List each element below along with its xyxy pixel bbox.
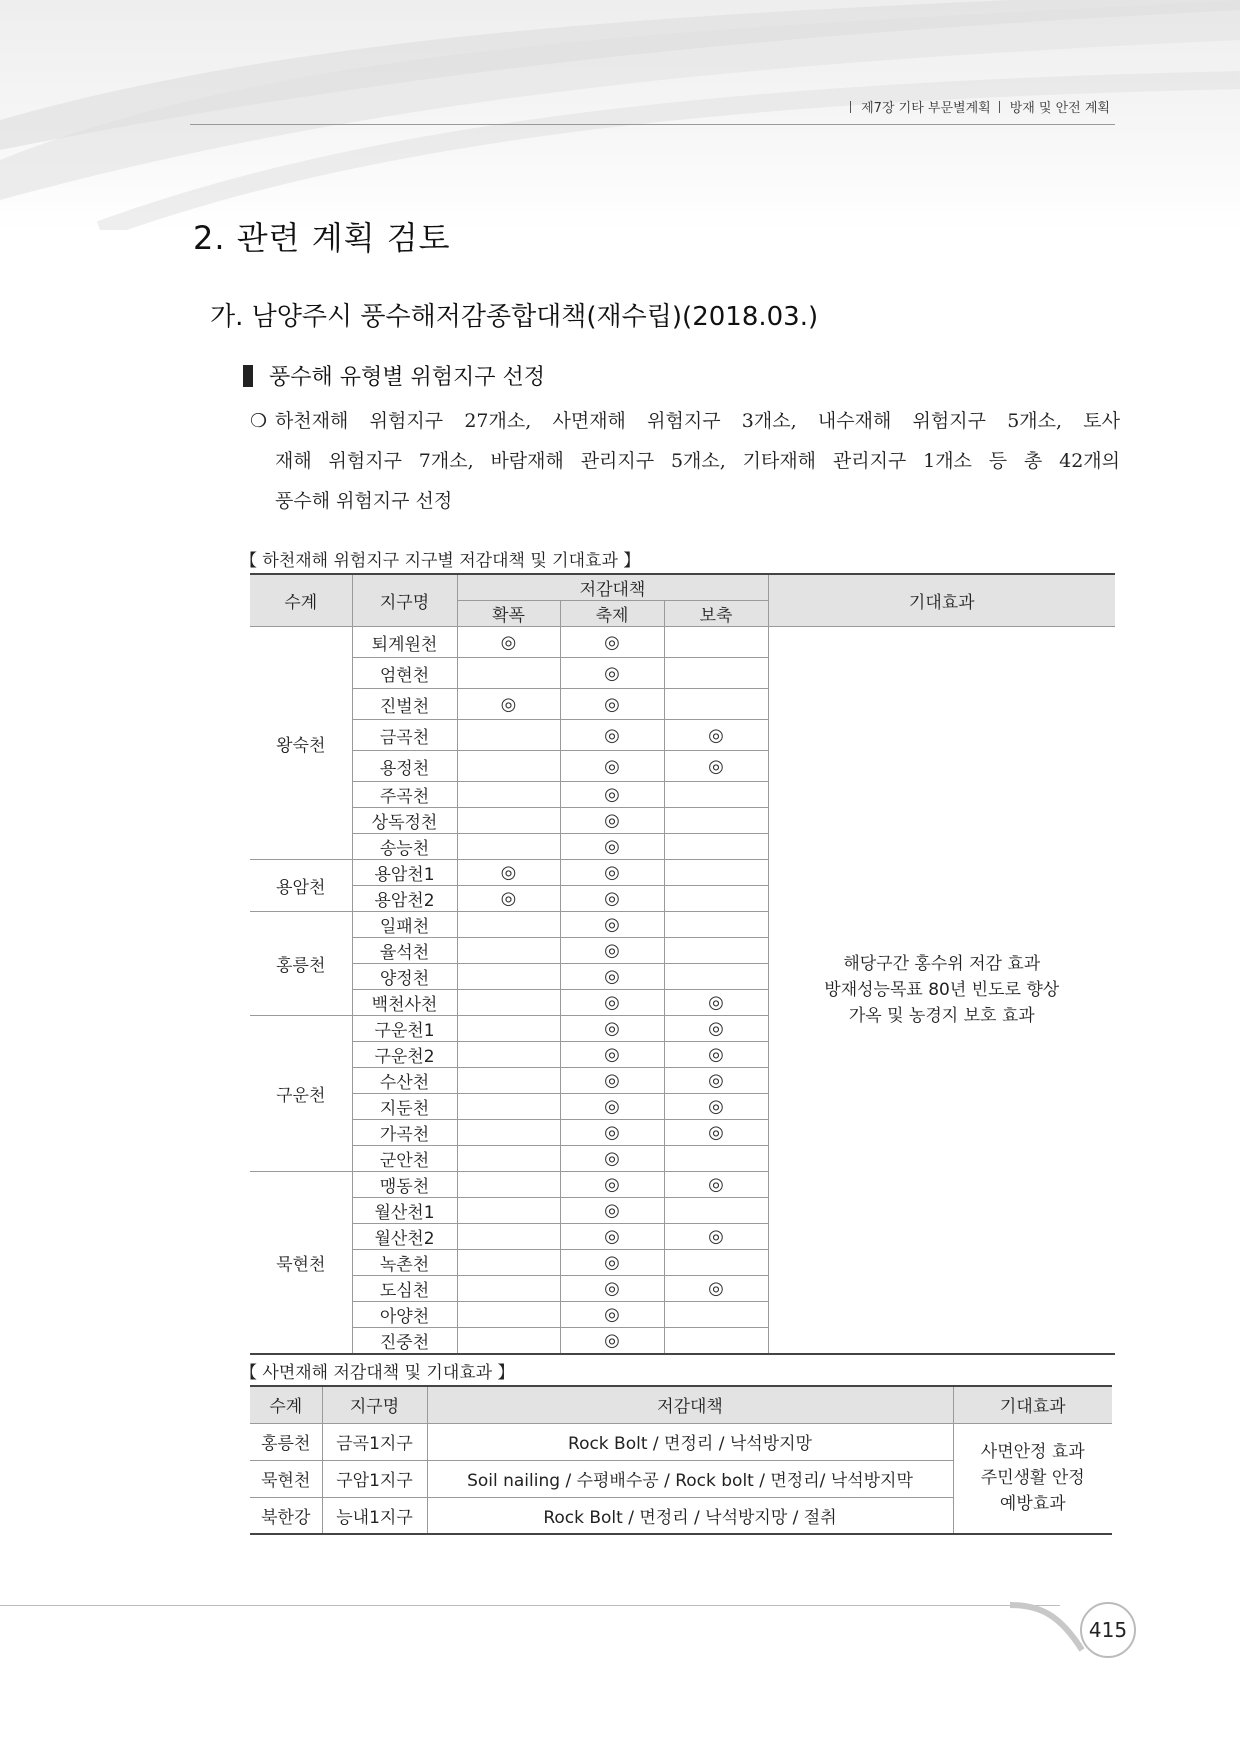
widen-mark-cell [457,1068,560,1094]
double-circle-icon: ◎ [604,631,620,653]
embank-mark-cell [560,1276,664,1302]
district-cell: 월산천1 [352,1198,457,1224]
system-cell: 용암천 [250,860,352,912]
subsection-heading [243,360,545,391]
reinforce-mark-cell [664,990,768,1016]
reinforce-mark-cell [664,1276,768,1302]
embank-mark-cell [560,938,664,964]
reinforce-mark-cell [664,912,768,938]
double-circle-icon: ◎ [604,1174,620,1195]
double-circle-icon: ◎ [604,836,620,857]
district-cell: 양정천 [352,964,457,990]
system-cell: 홍릉천 [250,1423,322,1460]
district-cell: 퇴계원천 [352,627,457,658]
double-circle-icon: ◎ [708,724,724,746]
district-cell: 진중천 [352,1328,457,1355]
double-circle-icon: ◎ [604,755,620,777]
district-cell: 금곡천 [352,720,457,751]
widen-mark-cell [457,964,560,990]
reinforce-mark-cell [664,886,768,912]
district-cell: 지둔천 [352,1094,457,1120]
double-circle-icon: ◎ [604,966,620,987]
double-circle-icon: ◎ [500,862,517,883]
double-circle-icon: ◎ [604,1226,620,1247]
table-row [250,627,1115,658]
embank-mark-cell [560,886,664,912]
widen-mark-cell [457,1094,560,1120]
effect-line: 해당구간 홍수위 저감 효과 [843,954,1041,974]
district-cell: 율석천 [352,938,457,964]
district-cell: 구운천1 [352,1016,457,1042]
double-circle-icon: ◎ [708,755,724,777]
double-circle-icon: ◎ [708,1174,724,1195]
running-header [842,97,1110,116]
reinforce-mark-cell [664,1042,768,1068]
embank-mark-cell [560,808,664,834]
widen-mark-cell [457,1224,560,1250]
district-cell: 진벌천 [352,689,457,720]
double-circle-icon: ◎ [500,693,517,715]
measures-cell: Rock Bolt / 면정리 / 낙석방지망 / 절취 [427,1497,953,1534]
widen-mark-cell [457,808,560,834]
reinforce-mark-cell [664,808,768,834]
double-circle-icon: ◎ [604,862,620,883]
widen-mark-cell [457,1198,560,1224]
reinforce-mark-cell [664,938,768,964]
district-cell: 도심천 [352,1276,457,1302]
widen-mark-cell [457,1016,560,1042]
district-cell: 녹촌천 [352,1250,457,1276]
double-circle-icon: ◎ [708,1122,724,1143]
header-system: 수계 [250,1386,322,1423]
reinforce-mark-cell [664,964,768,990]
widen-mark-cell [457,1172,560,1198]
district-cell: 구운천2 [352,1042,457,1068]
summary-paragraph [250,401,1120,521]
double-circle-icon: ◎ [604,992,620,1013]
widen-mark-cell [457,1146,560,1172]
section-title: 2. 관련 계획 검토 [193,219,451,257]
embank-mark-cell [560,720,664,751]
paragraph-line: 풍수해 위험지구 선정 [275,490,453,512]
header-district: 지구명 [352,574,457,627]
double-circle-icon: ◎ [604,693,620,715]
effect-line: 방재성능목표 80년 빈도로 향상 [824,980,1060,1000]
embank-mark-cell [560,1224,664,1250]
reinforce-mark-cell [664,1120,768,1146]
system-cell: 묵현천 [250,1460,322,1497]
district-cell: 금곡1지구 [322,1423,427,1460]
double-circle-icon: ◎ [604,1044,620,1065]
double-circle-icon: ◎ [604,1018,620,1039]
reinforce-mark-cell [664,1224,768,1250]
widen-mark-cell [457,886,560,912]
measures-cell: Rock Bolt / 면정리 / 낙석방지망 [427,1423,953,1460]
effect-line: 사면안정 효과 [980,1442,1085,1463]
district-cell: 송능천 [352,834,457,860]
double-circle-icon: ◎ [500,888,517,909]
double-circle-icon: ◎ [604,784,620,805]
embank-mark-cell [560,912,664,938]
header-measures: 저감대책 [457,574,768,601]
header-system: 수계 [250,574,352,627]
district-cell: 구암1지구 [322,1460,427,1497]
district-cell: 용암천1 [352,860,457,886]
district-cell: 용암천2 [352,886,457,912]
widen-mark-cell [457,834,560,860]
reinforce-mark-cell [664,1302,768,1328]
embank-mark-cell [560,860,664,886]
district-cell: 월산천2 [352,1224,457,1250]
embank-mark-cell [560,1094,664,1120]
embank-mark-cell [560,964,664,990]
footer-swoosh [1010,1595,1090,1655]
subsection-title: 가. 남양주시 풍수해저감종합대책(재수립)(2018.03.) [210,302,819,332]
double-circle-icon: ◎ [604,1252,620,1273]
district-cell: 군안천 [352,1146,457,1172]
double-circle-icon: ◎ [708,1044,724,1065]
header-effect: 기대효과 [953,1386,1112,1423]
double-circle-icon: ◎ [708,992,724,1013]
district-cell: 맹동천 [352,1172,457,1198]
double-circle-icon: ◎ [708,1018,724,1039]
embank-mark-cell [560,1068,664,1094]
table-row [250,1423,1112,1460]
district-cell: 수산천 [352,1068,457,1094]
embank-mark-cell [560,990,664,1016]
header-chapter: 제7장 기타 부문별계획 [861,101,991,116]
double-circle-icon: ◎ [604,1148,620,1169]
widen-mark-cell [457,912,560,938]
header-effect: 기대효과 [768,574,1115,627]
double-circle-icon: ◎ [604,1278,620,1299]
effect-line: 가옥 및 농경지 보호 효과 [848,1006,1035,1026]
footer-rule [0,1605,1060,1606]
double-circle-icon: ◎ [604,724,620,746]
embank-mark-cell [560,1328,664,1355]
embank-mark-cell [560,1042,664,1068]
reinforce-mark-cell [664,658,768,689]
district-cell: 아양천 [352,1302,457,1328]
widen-mark-cell [457,1250,560,1276]
reinforce-mark-cell [664,1094,768,1120]
measures-cell: Soil nailing / 수평배수공 / Rock bolt / 면정리/ 낙석방지막 [427,1460,953,1497]
district-cell: 엄현천 [352,658,457,689]
double-circle-icon: ◎ [708,1226,724,1247]
embank-mark-cell [560,751,664,782]
system-cell: 홍릉천 [250,912,352,1016]
embank-mark-cell [560,1250,664,1276]
widen-mark-cell [457,689,560,720]
header-widen: 확폭 [457,601,560,627]
effect-cell [953,1423,1112,1534]
table2-caption: 【 사면재해 저감대책 및 기대효과 】 [240,1363,515,1383]
district-cell: 주곡천 [352,782,457,808]
reinforce-mark-cell [664,689,768,720]
paragraph-line: 재해 위험지구 7개소, 바람재해 관리지구 5개소, 기타재해 관리지구 1개소 등 총 42개의 [275,450,1120,472]
reinforce-mark-cell [664,1146,768,1172]
reinforce-mark-cell [664,834,768,860]
double-circle-icon: ◎ [708,1278,724,1299]
widen-mark-cell [457,1042,560,1068]
widen-mark-cell [457,751,560,782]
embank-mark-cell [560,658,664,689]
effect-line: 예방효과 [999,1494,1066,1515]
widen-mark-cell [457,990,560,1016]
double-circle-icon: ◎ [604,1122,620,1143]
slope-disaster-table [250,1385,1112,1535]
widen-mark-cell [457,1276,560,1302]
double-circle-icon: ◎ [708,1070,724,1091]
double-circle-icon: ◎ [604,1070,620,1091]
double-circle-icon: ◎ [708,1096,724,1117]
widen-mark-cell [457,658,560,689]
widen-mark-cell [457,627,560,658]
reinforce-mark-cell [664,1016,768,1042]
reinforce-mark-cell [664,751,768,782]
header-measures: 저감대책 [427,1386,953,1423]
double-circle-icon: ◎ [604,1200,620,1221]
district-cell: 용정천 [352,751,457,782]
embank-mark-cell [560,689,664,720]
header-rule [190,124,1115,125]
double-circle-icon: ◎ [604,940,620,961]
widen-mark-cell [457,782,560,808]
district-cell: 상독정천 [352,808,457,834]
header-embank: 축제 [560,601,664,627]
widen-mark-cell [457,720,560,751]
double-circle-icon: ◎ [604,662,620,684]
header-district: 지구명 [322,1386,427,1423]
widen-mark-cell [457,1328,560,1355]
double-circle-icon: ◎ [604,1304,620,1325]
effect-cell [768,627,1115,1355]
river-disaster-table [250,573,1115,1355]
reinforce-mark-cell [664,782,768,808]
reinforce-mark-cell [664,860,768,886]
embank-mark-cell [560,834,664,860]
system-cell: 묵현천 [250,1172,352,1355]
system-cell: 구운천 [250,1016,352,1172]
widen-mark-cell [457,860,560,886]
reinforce-mark-cell [664,1198,768,1224]
header-section: 방재 및 안전 계획 [1009,101,1110,116]
subsection-heading-text: 풍수해 유형별 위험지구 선정 [269,365,546,390]
district-cell: 일패천 [352,912,457,938]
reinforce-mark-cell [664,627,768,658]
embank-mark-cell [560,627,664,658]
embank-mark-cell [560,1016,664,1042]
district-cell: 가곡천 [352,1120,457,1146]
embank-mark-cell [560,1198,664,1224]
reinforce-mark-cell [664,1328,768,1355]
reinforce-mark-cell [664,720,768,751]
embank-mark-cell [560,1120,664,1146]
embank-mark-cell [560,1302,664,1328]
district-cell: 백천사천 [352,990,457,1016]
double-circle-icon: ◎ [604,914,620,935]
header-reinforce: 보축 [664,601,768,627]
embank-mark-cell [560,1172,664,1198]
reinforce-mark-cell [664,1250,768,1276]
table1-caption: 【 하천재해 위험지구 지구별 저감대책 및 기대효과 】 [240,551,641,571]
paragraph-line: 하천재해 위험지구 27개소, 사면재해 위험지구 3개소, 내수재해 위험지구 5개소, 토사 [275,410,1120,432]
bullet-circle-icon: ❍ [250,410,268,432]
reinforce-mark-cell [664,1068,768,1094]
system-cell: 북한강 [250,1497,322,1534]
widen-mark-cell [457,1120,560,1146]
district-cell: 능내1지구 [322,1497,427,1534]
page-number: 415 [1080,1602,1136,1658]
reinforce-mark-cell [664,1172,768,1198]
embank-mark-cell [560,1146,664,1172]
widen-mark-cell [457,938,560,964]
double-circle-icon: ◎ [604,810,620,831]
embank-mark-cell [560,782,664,808]
widen-mark-cell [457,1302,560,1328]
system-cell: 왕숙천 [250,627,352,860]
effect-line: 주민생활 안정 [980,1468,1085,1489]
double-circle-icon: ◎ [604,1330,620,1351]
double-circle-icon: ◎ [500,631,517,653]
double-circle-icon: ◎ [604,1096,620,1117]
double-circle-icon: ◎ [604,888,620,909]
